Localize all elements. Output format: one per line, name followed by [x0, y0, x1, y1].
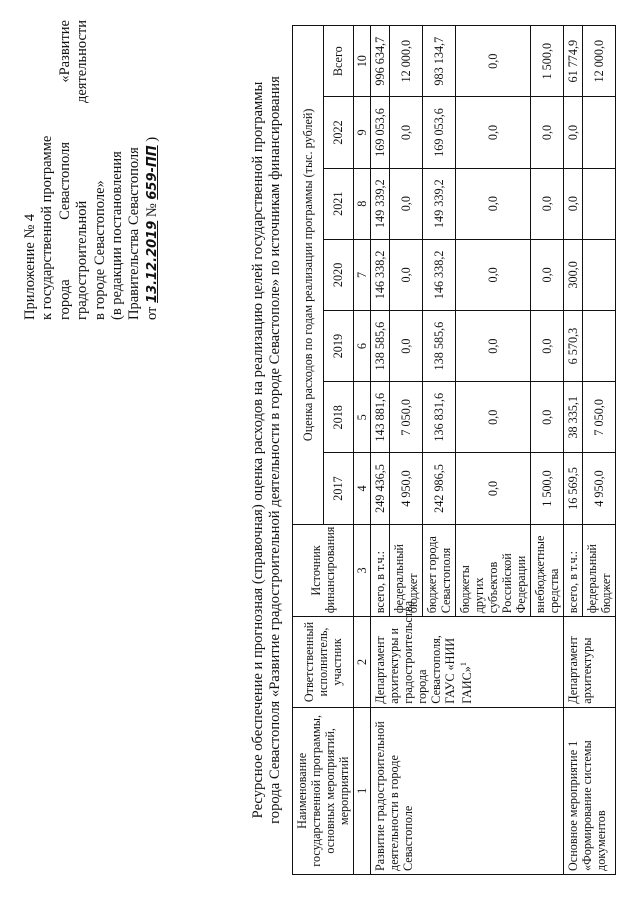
appendix-signature-line: от 13.12.2019 № 659-ПП ) — [143, 136, 160, 320]
column-index-row: 1 2 3 4 5 6 7 8 9 10 — [354, 26, 371, 875]
header-year: 2018 — [323, 382, 354, 453]
header-source: Источник финансирования — [293, 524, 354, 617]
program-executor: Департамент архитектуры и градостроительства города Севастополя, ГАУС «НИИ ГАИС»$^1$ — [371, 617, 564, 707]
header-year: 2019 — [323, 310, 354, 381]
decree-number: 659-ПП — [144, 145, 160, 200]
header-row — [293, 26, 324, 875]
document-title: Ресурсное обеспечение и прогнозная (справочная) оценка расходов на реализацию целей государственной программы города Севастополя «Развитие градостроительной деятельности в городе Севастополе» по источникам финансирования — [250, 76, 284, 824]
table-row: федеральный бюджет 4 950,0 7 050,0 0,0 0,0 0,0 0,0 12 000,0 — [390, 26, 423, 875]
measure-executor: Департамент архитектуры — [564, 617, 616, 707]
decree-date: 13.12.2019 — [144, 220, 160, 303]
financing-table — [292, 25, 616, 875]
header-total: Всего — [323, 26, 354, 97]
appendix-line: к государственной программе — [39, 135, 56, 320]
header-year: 2017 — [323, 453, 354, 524]
table-row: бюджет города Севастополя 242 986,5 136 831,6 138 585,6 146 338,2 149 339,2 169 053,6 983 134,7 — [423, 26, 456, 875]
source-cell: бюджет города Севастополя — [423, 524, 456, 617]
source-cell: федеральный бюджет — [583, 524, 616, 617]
header-executor: Ответственный исполнитель, участник — [293, 617, 354, 707]
header-year: 2020 — [323, 239, 354, 310]
table-row: внебюджетные средства 1 500,0 0,0 0,0 0,0 0,0 0,0 1 500,0 — [531, 26, 564, 875]
appendix-number: Приложение № 4 — [22, 213, 38, 320]
appendix-line: города Севастополя «Развитие — [56, 20, 73, 320]
appendix-line: (в редакции постановления — [109, 151, 126, 320]
header-year: 2022 — [323, 97, 354, 168]
source-cell: внебюджетные средства — [531, 524, 564, 617]
table-row: Развитие градостроительной деятельности в городе Севастополе Департамент архитектуры и градостроительства города Севастополя, ГАУС «НИИ ГАИС»$^1$ всего, в т.ч.: 249 436,5 143 881,6 138 585,6 146 338,2 149 339,2 169 053,6 996 634,7 — [371, 26, 390, 875]
source-cell: бюджеты других субъектов Российской Федерации — [456, 524, 531, 617]
appendix-header — [22, 20, 161, 320]
appendix-line: градостроительной деятельности — [74, 20, 91, 320]
header-name: Наименование государственной программы, основных мероприятий, мероприятий — [293, 707, 354, 874]
appendix-line: в городе Севастополе» — [91, 180, 108, 320]
table-row: федеральный бюджет 4 950,0 7 050,0 12 000,0 — [583, 26, 616, 875]
source-cell: всего, в т.ч.: — [564, 524, 583, 617]
table-row: Основное мероприятие 1 «Формирование системы документов Департамент архитектуры всего, в т.ч.: 16 569,5 38 335,1 6 570,3 300,0 0,0 0,0 61 774,9 — [564, 26, 583, 875]
header-estimate: Оценка расходов по годам реализации программы (тыс. рублей) — [293, 26, 324, 525]
source-cell: всего, в т.ч.: — [371, 524, 390, 617]
header-year: 2021 — [323, 168, 354, 239]
measure-name: Основное мероприятие 1 «Формирование системы документов — [564, 707, 616, 874]
table-row: бюджеты других субъектов Российской Федерации 0,0 0,0 0,0 0,0 0,0 0,0 0,0 — [456, 26, 531, 875]
program-name: Развитие градостроительной деятельности в городе Севастополе — [371, 707, 564, 874]
source-cell: федеральный бюджет — [390, 524, 423, 617]
appendix-line: Правительства Севастополя — [126, 147, 143, 320]
